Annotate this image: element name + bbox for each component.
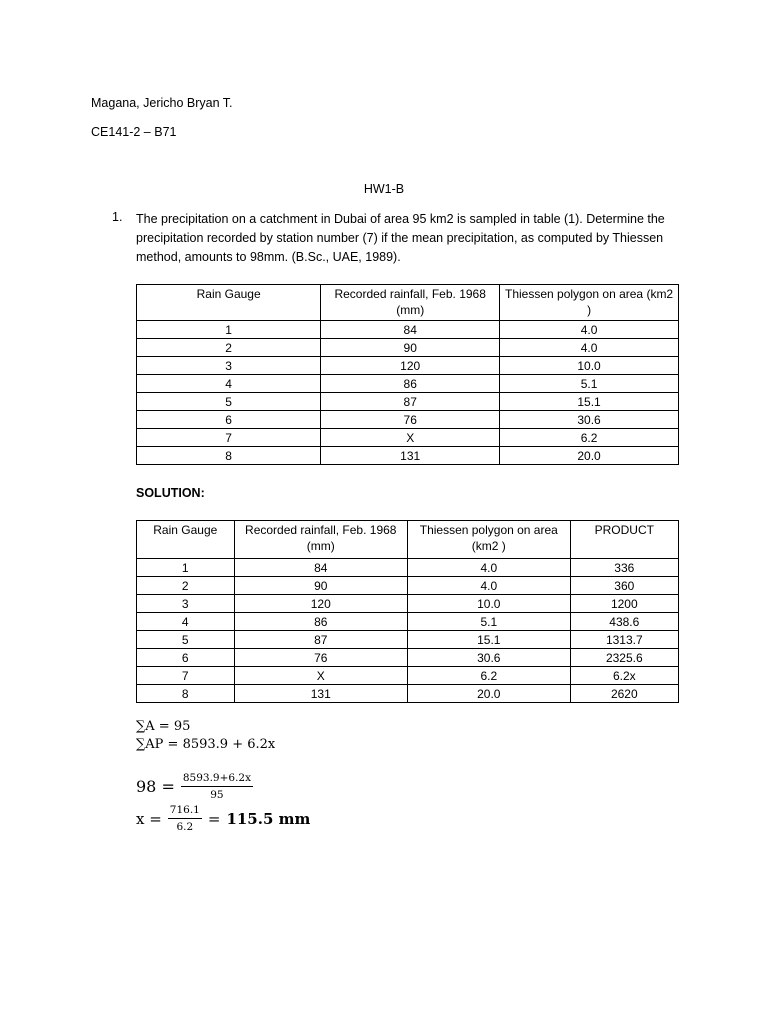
table-cell: 2620 (570, 685, 678, 703)
solution-equation (136, 804, 310, 833)
table-cell: 10.0 (500, 357, 679, 375)
table-cell: 131 (234, 685, 407, 703)
table-cell: 30.6 (500, 411, 679, 429)
column-header: Recorded rainfall, Feb. 1968 (mm) (321, 285, 500, 321)
column-header: Recorded rainfall, Feb. 1968 (mm) (234, 521, 407, 559)
question-number: 1. (112, 210, 123, 224)
table-header-row (137, 285, 679, 321)
table-cell: 15.1 (500, 393, 679, 411)
table-cell: 8 (137, 447, 321, 465)
table-cell: 4 (137, 375, 321, 393)
table-cell: 4.0 (500, 321, 679, 339)
table-row (137, 613, 679, 631)
table-cell: 131 (321, 447, 500, 465)
table-cell: 90 (321, 339, 500, 357)
table-cell: 6 (137, 649, 235, 667)
mean-precipitation-equation (136, 772, 259, 801)
table-cell: 1 (137, 321, 321, 339)
table-header-row (137, 521, 679, 559)
table-cell: 6.2 (500, 429, 679, 447)
fraction-numerator: 716.1 (168, 804, 202, 819)
solution-table (136, 520, 679, 703)
table-cell: X (234, 667, 407, 685)
table-cell: 7 (137, 667, 235, 685)
table-cell: 4.0 (407, 559, 570, 577)
table-cell: 87 (234, 631, 407, 649)
final-answer: 115.5 mm (226, 809, 311, 828)
table-row (137, 375, 679, 393)
table-cell: 438.6 (570, 613, 678, 631)
table-cell: 8 (137, 685, 235, 703)
table-row (137, 631, 679, 649)
equation-lhs: 98 = (136, 777, 175, 796)
table-cell: 90 (234, 577, 407, 595)
sum-area-equation: ∑A = 95 (136, 719, 191, 734)
table-row (137, 667, 679, 685)
table-row (137, 595, 679, 613)
table-cell: 336 (570, 559, 678, 577)
table-cell: 2 (137, 339, 321, 357)
column-header: Thiessen polygon on area (km2 ) (407, 521, 570, 559)
column-header: Rain Gauge (137, 285, 321, 321)
table-cell: 120 (321, 357, 500, 375)
table-row (137, 649, 679, 667)
table-row (137, 685, 679, 703)
table-cell: 4.0 (407, 577, 570, 595)
table-cell: 84 (234, 559, 407, 577)
column-header: PRODUCT (570, 521, 678, 559)
table-cell: 76 (321, 411, 500, 429)
table-cell: 10.0 (407, 595, 570, 613)
table-cell: 76 (234, 649, 407, 667)
course-code: CE141-2 – B71 (91, 125, 177, 139)
table-row (137, 411, 679, 429)
table-row (137, 339, 679, 357)
given-data-table (136, 284, 679, 465)
fraction-denominator: 95 (210, 789, 224, 801)
table-cell: 30.6 (407, 649, 570, 667)
table-row (137, 577, 679, 595)
column-header: Rain Gauge (137, 521, 235, 559)
table-cell: 2 (137, 577, 235, 595)
equation-lhs: x = (136, 809, 162, 828)
table-cell: 1 (137, 559, 235, 577)
table-row (137, 321, 679, 339)
table-cell: 4.0 (500, 339, 679, 357)
table-cell: 6.2 (407, 667, 570, 685)
table-row (137, 447, 679, 465)
fraction-numerator: 8593.9+6.2x (181, 772, 253, 787)
table-cell: 120 (234, 595, 407, 613)
sum-product-equation: ∑AP = 8593.9 + 6.2x (136, 737, 276, 752)
column-header: Thiessen polygon on area (km2 ) (500, 285, 679, 321)
table-cell: 86 (234, 613, 407, 631)
table-cell: 2325.6 (570, 649, 678, 667)
author-name: Magana, Jericho Bryan T. (91, 96, 233, 110)
table-cell: 3 (137, 595, 235, 613)
table-row (137, 357, 679, 375)
table-cell: 1313.7 (570, 631, 678, 649)
solution-heading: SOLUTION: (136, 486, 205, 500)
table-row (137, 393, 679, 411)
table-cell: 6 (137, 411, 321, 429)
table-cell: 3 (137, 357, 321, 375)
table-cell: 86 (321, 375, 500, 393)
table-cell: 5 (137, 631, 235, 649)
table-cell: 360 (570, 577, 678, 595)
table-cell: 6.2x (570, 667, 678, 685)
fraction (181, 772, 253, 801)
table-cell: 5.1 (500, 375, 679, 393)
table-cell: 20.0 (500, 447, 679, 465)
table-row (137, 559, 679, 577)
question-text: The precipitation on a catchment in Dubai of area 95 km2 is sampled in table (1). Determine the precipitation recorded by station number (7) if the mean precipitation, as computed by Thiessen method, amounts to 98mm. (B.Sc., UAE, 1989). (136, 212, 665, 264)
fraction-denominator: 6.2 (176, 821, 194, 833)
table-cell: 4 (137, 613, 235, 631)
table-cell: 5 (137, 393, 321, 411)
table-cell: 87 (321, 393, 500, 411)
table-cell: 15.1 (407, 631, 570, 649)
homework-title: HW1-B (363, 182, 405, 196)
table-cell: 84 (321, 321, 500, 339)
fraction (168, 804, 202, 833)
table-cell: X (321, 429, 500, 447)
table-cell: 20.0 (407, 685, 570, 703)
equals-sign: = (207, 809, 221, 828)
table-cell: 7 (137, 429, 321, 447)
table-cell: 1200 (570, 595, 678, 613)
table-cell: 5.1 (407, 613, 570, 631)
table-row (137, 429, 679, 447)
